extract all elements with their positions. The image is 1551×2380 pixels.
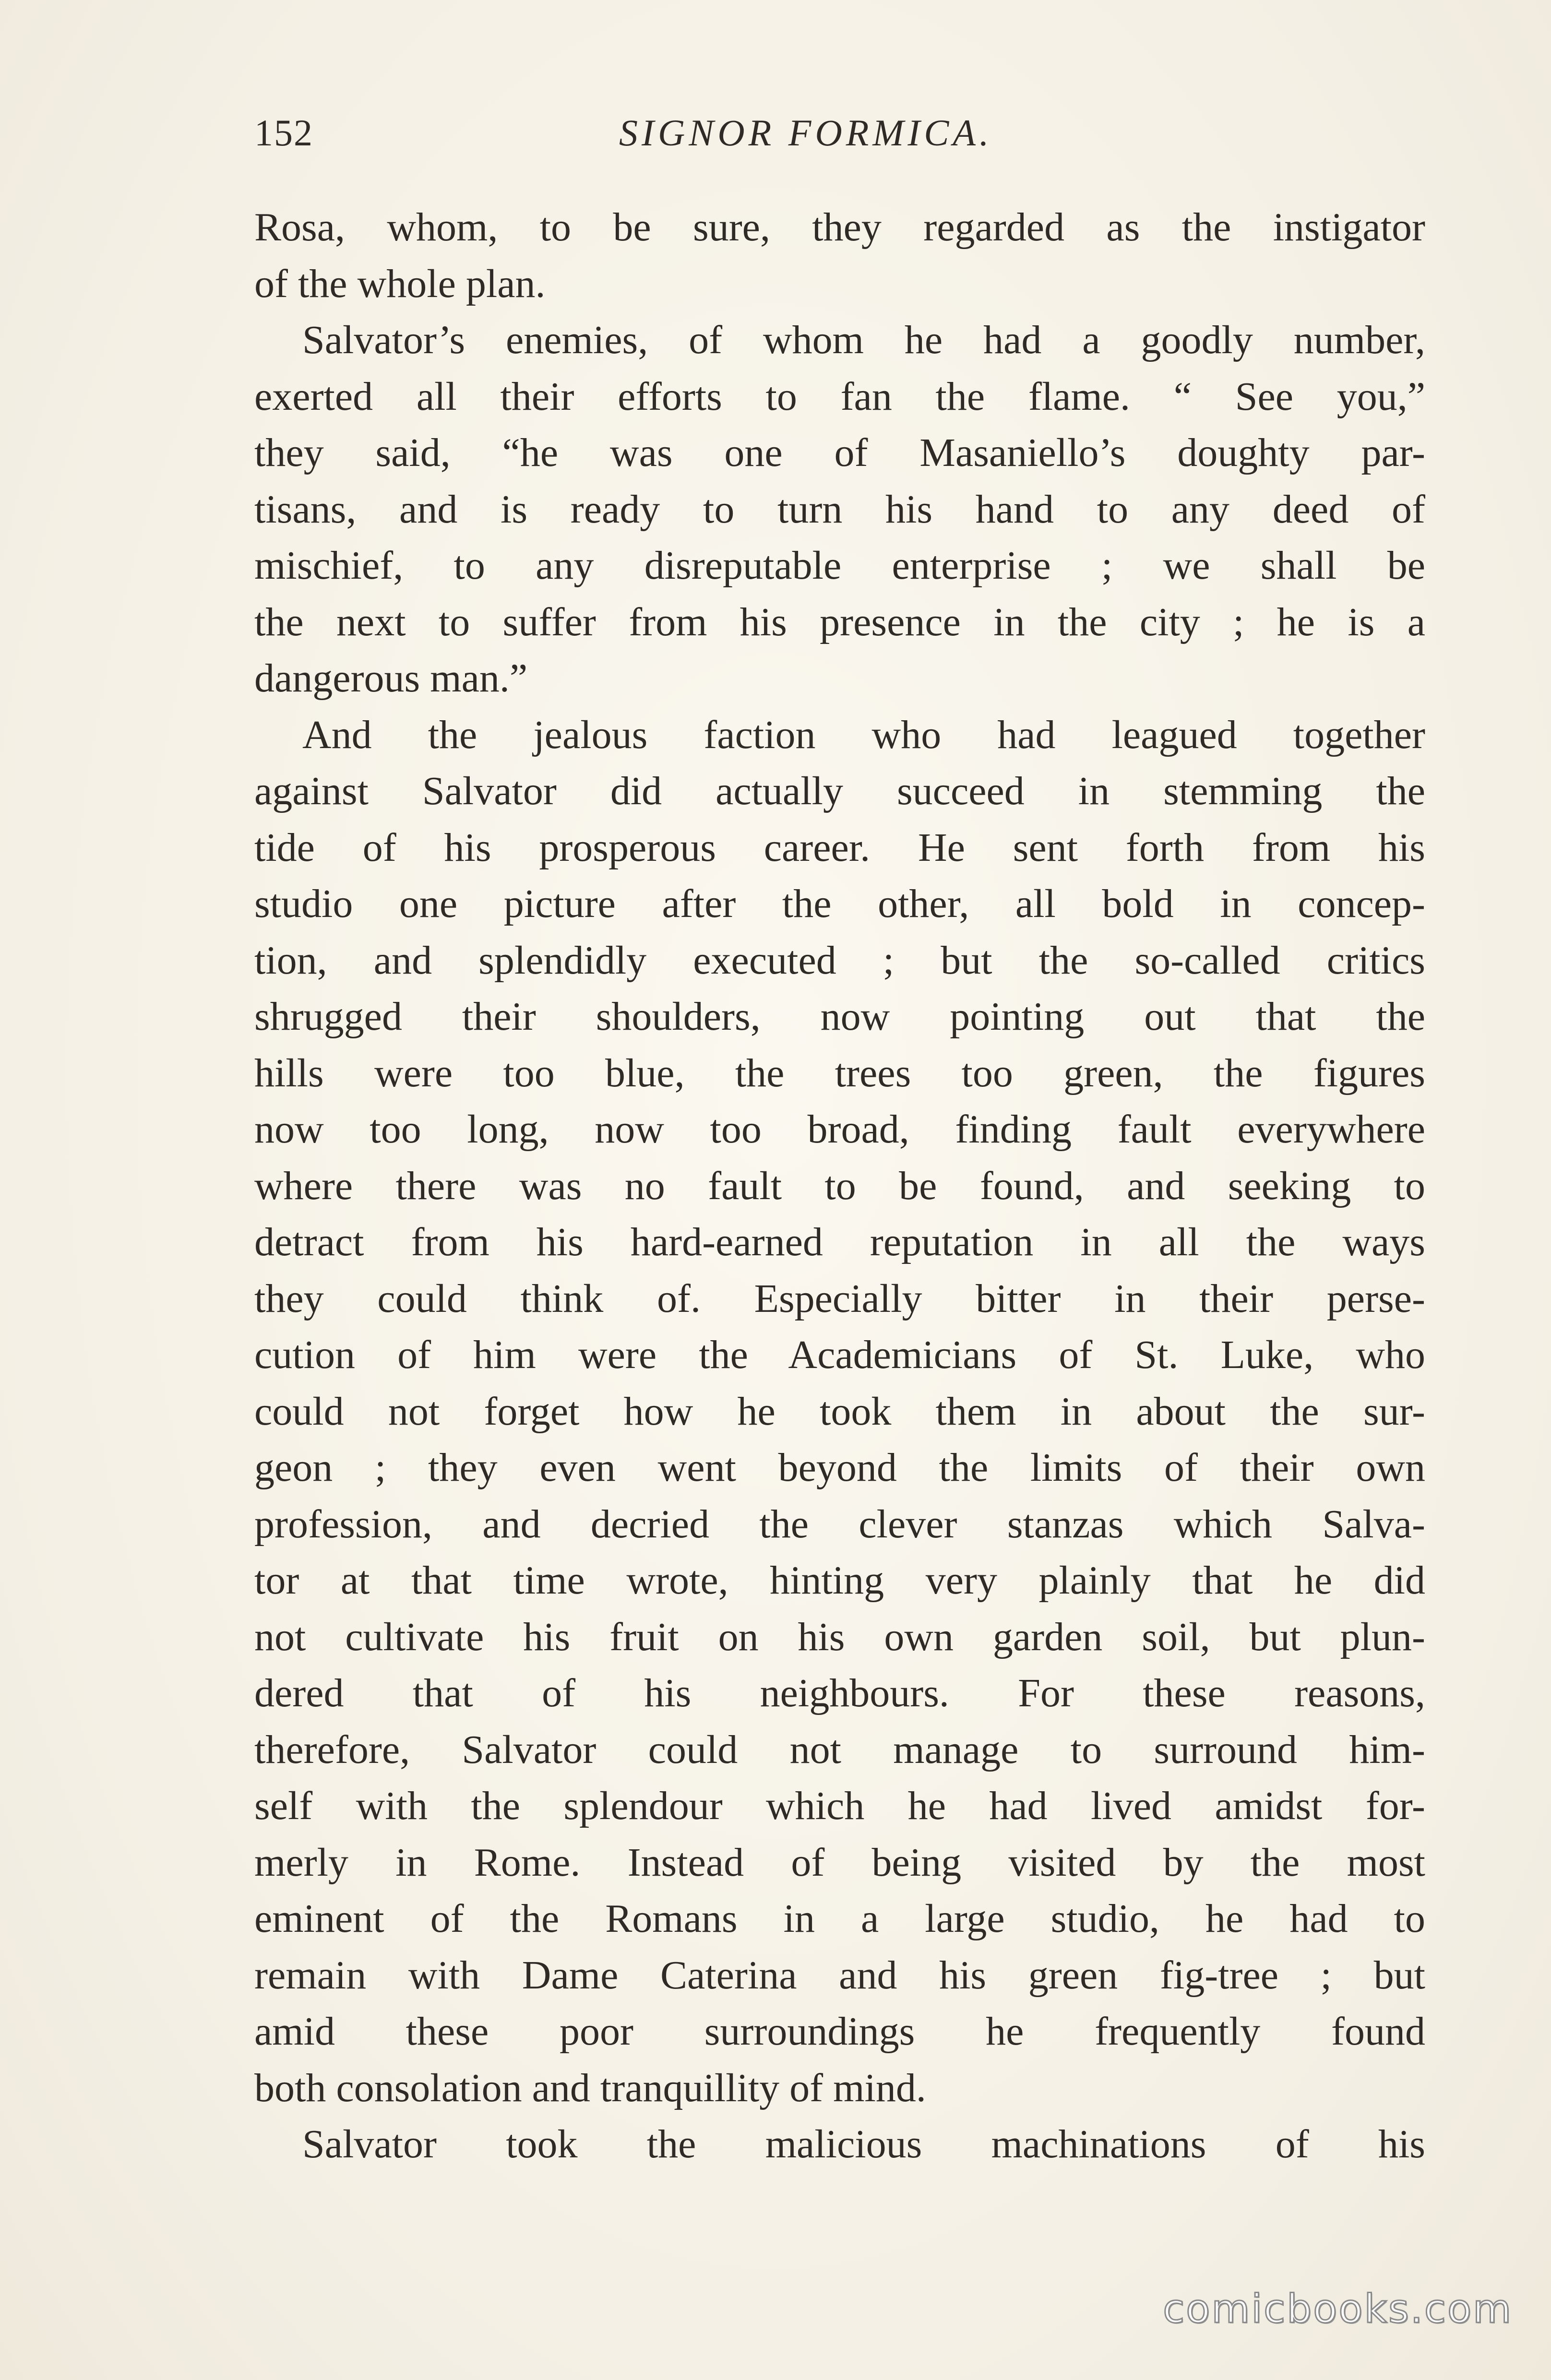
- text-line: against Salvator did actually succeed in stemming the: [254, 769, 1425, 813]
- text-line: Rosa, whom, to be sure, they regarded as the instigator: [254, 205, 1425, 250]
- page-number: 152: [254, 112, 313, 154]
- text-line: could not forget how he took them in about the sur-: [254, 1389, 1425, 1434]
- body-text: [254, 199, 1425, 2173]
- watermark: comicbooks.com: [1163, 2286, 1513, 2332]
- text-line: not cultivate his fruit on his own garden soil, but plun-: [254, 1614, 1425, 1659]
- text-line: Salvator took the malicious machinations of his: [302, 2122, 1425, 2166]
- text-line: where there was no fault to be found, and seeking to: [254, 1163, 1425, 1208]
- text-line: now too long, now too broad, finding fault everywhere: [254, 1107, 1425, 1152]
- text-line: they could think of. Especially bitter in their perse-: [254, 1276, 1425, 1321]
- text-line: Salvator’s enemies, of whom he had a goodly number,: [302, 318, 1425, 362]
- text-line: of the whole plan.: [254, 261, 546, 306]
- text-line: mischief, to any disreputable enterprise ; we shall be: [254, 543, 1425, 588]
- text-line: tion, and splendidly executed ; but the so-called critics: [254, 938, 1425, 983]
- text-line: tide of his prosperous career. He sent forth from his: [254, 825, 1425, 870]
- text-line: therefore, Salvator could not manage to surround him-: [254, 1727, 1425, 1772]
- text-line: self with the splendour which he had lived amidst for-: [254, 1784, 1425, 1828]
- text-line: they said, “he was one of Masaniello’s doughty par-: [254, 430, 1425, 475]
- text-line: studio one picture after the other, all bold in concep-: [254, 881, 1425, 926]
- text-line: remain with Dame Caterina and his green fig-tree ; but: [254, 1952, 1425, 1998]
- text-line: the next to suffer from his presence in the city ; he is a: [254, 599, 1425, 644]
- text-line: detract from his hard-earned reputation in all the ways: [254, 1220, 1425, 1264]
- text-line: shrugged their shoulders, now pointing out that the: [254, 994, 1425, 1039]
- text-line: geon ; they even went beyond the limits of their own: [254, 1445, 1425, 1490]
- running-title: SIGNOR FORMICA.: [619, 112, 993, 154]
- text-line: cution of him were the Academicians of St. Luke, who: [254, 1333, 1425, 1377]
- text-line: dangerous man.”: [254, 656, 528, 701]
- text-line: both consolation and tranquillity of mind.: [254, 2065, 926, 2110]
- text-line: exerted all their efforts to fan the flame. “ See you,”: [254, 374, 1425, 419]
- text-line: And the jealous faction who had leagued together: [302, 712, 1425, 757]
- page-header: [254, 111, 1425, 164]
- text-line: amid these poor surroundings he frequently found: [254, 2009, 1425, 2054]
- text-line: tor at that time wrote, hinting very plainly that he did: [254, 1558, 1425, 1603]
- text-line: tisans, and is ready to turn his hand to any deed of: [254, 487, 1425, 532]
- text-line: eminent of the Romans in a large studio, he had to: [254, 1896, 1425, 1941]
- text-line: hills were too blue, the trees too green, the figures: [254, 1050, 1425, 1095]
- text-line: profession, and decried the clever stanzas which Salva-: [254, 1501, 1425, 1547]
- text-line: dered that of his neighbours. For these reasons,: [254, 1671, 1425, 1715]
- text-line: merly in Rome. Instead of being visited by the most: [254, 1840, 1425, 1885]
